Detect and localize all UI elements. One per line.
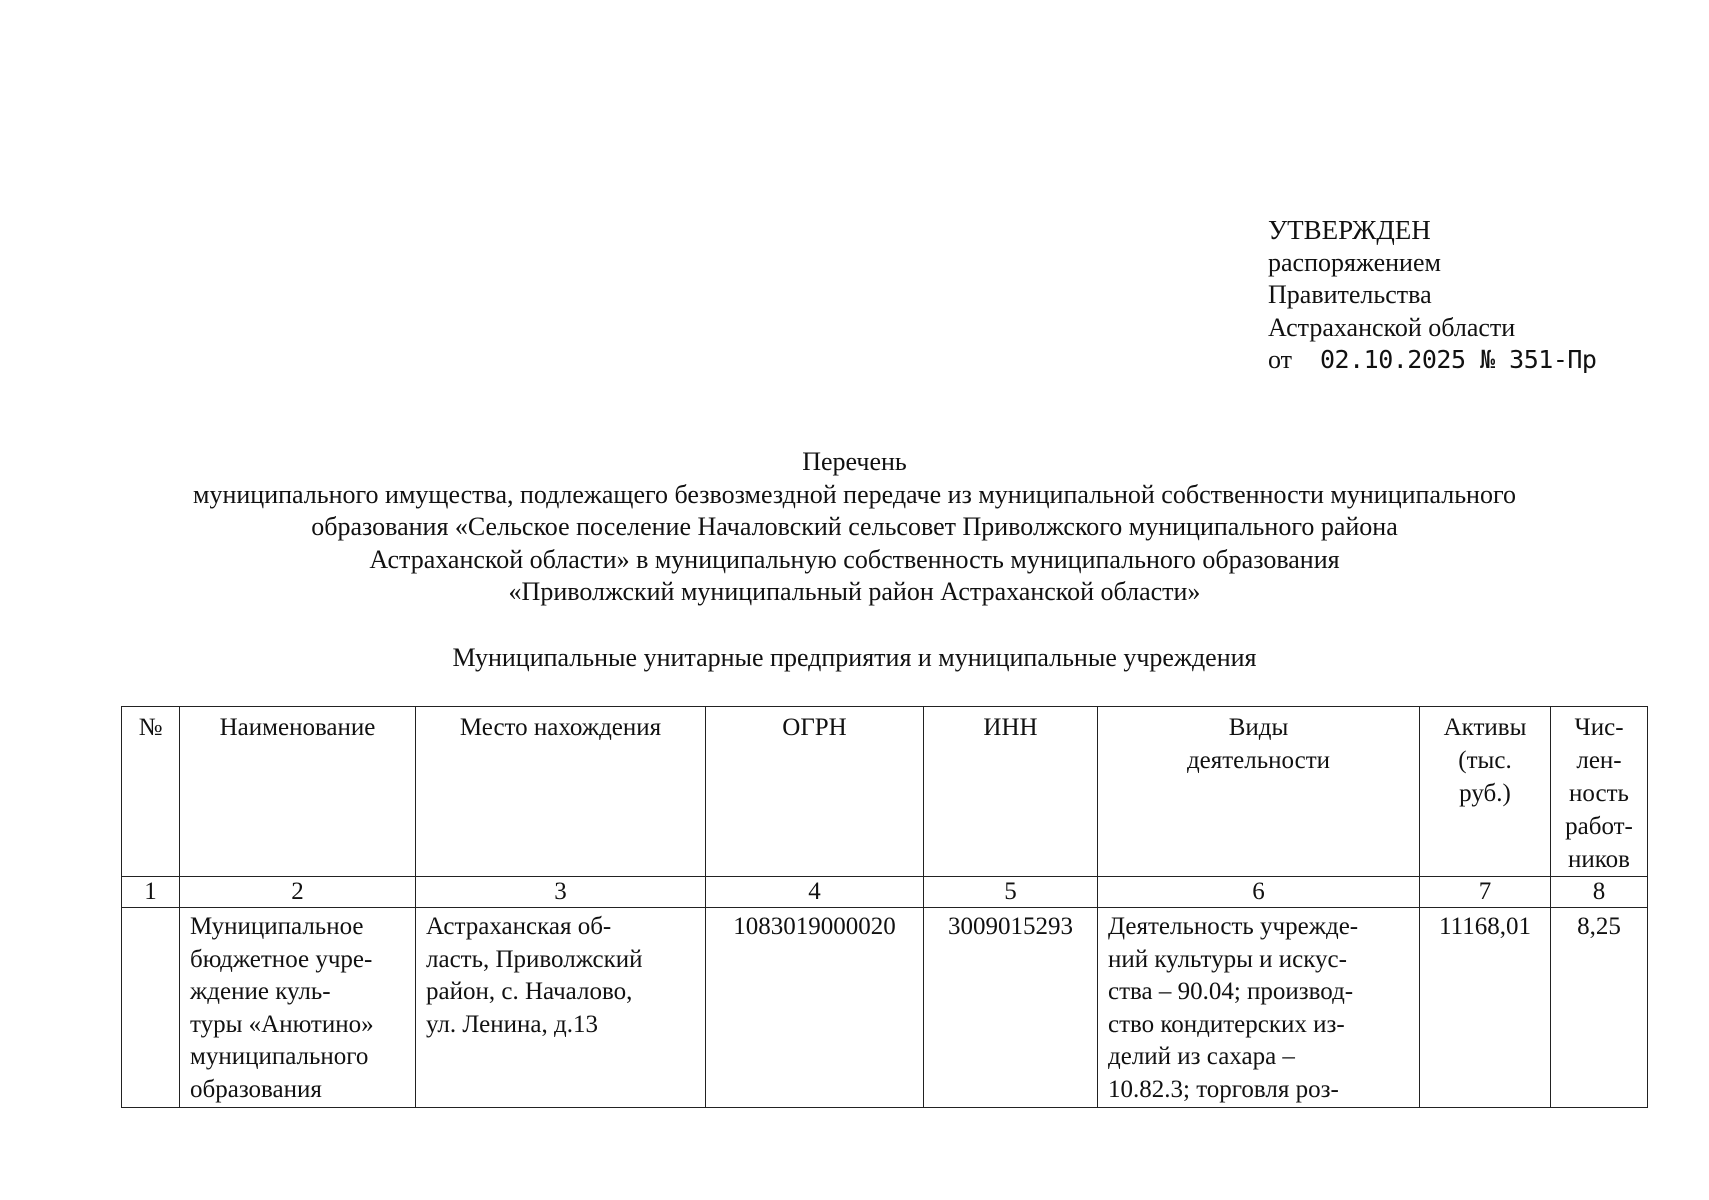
property-table [121, 706, 1648, 1108]
title-line: образования «Сельское поселение Началовский сельсовет Приволжского муниципального района [311, 512, 1398, 541]
cell-inn: 3009015293 [924, 908, 1098, 1108]
title-heading: Перечень [802, 447, 907, 476]
cell-line: ства – 90.04; производ- [1108, 978, 1354, 1005]
header-label: ИНН [983, 714, 1038, 741]
cell-number [122, 908, 180, 1108]
cell-line: ул. Ленина, д.13 [426, 1010, 598, 1038]
header-label: ников [1568, 846, 1630, 873]
header-label: работ- [1565, 813, 1633, 840]
header-cell [416, 707, 706, 877]
cell-line: бюджетное учре- [190, 945, 373, 973]
column-number: 8 [1551, 877, 1648, 908]
cell-name [180, 908, 416, 1108]
cell-line: ство кондитерских из- [1108, 1010, 1345, 1038]
approval-date-number: 02.10.2025 № 351-Пр [1320, 345, 1597, 374]
header-label: Чис- [1574, 714, 1624, 741]
header-cell [924, 707, 1098, 877]
column-number: 5 [924, 877, 1098, 908]
section-title: Муниципальные унитарные предприятия и муниципальные учреждения [452, 643, 1257, 672]
title-line: Астраханской области» в муниципальную собственность муниципального образования [369, 544, 1340, 574]
header-label: Место нахождения [459, 714, 662, 741]
cell-activities [1098, 908, 1420, 1108]
cell-line: район, с. Началово, [426, 978, 633, 1005]
column-number: 3 [416, 877, 706, 908]
document-title [0, 446, 1709, 609]
header-label: деятельности [1186, 747, 1331, 774]
column-number: 6 [1098, 877, 1420, 908]
header-label: лен- [1576, 747, 1622, 774]
header-label: Наименование [219, 714, 376, 741]
approval-date-line [1268, 344, 1596, 377]
header-cell [706, 707, 924, 877]
header-label: Активы [1443, 714, 1527, 741]
approval-line: Астраханской области [1268, 312, 1516, 342]
cell-line: ний культуры и искус- [1108, 945, 1347, 973]
cell-line: Деятельность учрежде- [1108, 913, 1359, 940]
table-header-row [122, 707, 1648, 877]
approval-status: УТВЕРЖДЕН [1268, 215, 1431, 245]
approval-line: Правительства [1268, 280, 1432, 309]
cell-line: 10.82.3; торговля роз- [1108, 1075, 1339, 1103]
header-label: (тыс. [1458, 747, 1512, 774]
cell-location [416, 908, 706, 1108]
header-cell [1551, 707, 1648, 877]
cell-line: Муниципальное [190, 913, 364, 940]
header-cell [122, 707, 180, 877]
column-number: 2 [180, 877, 416, 908]
header-label: ОГРН [782, 714, 847, 741]
header-label: № [138, 714, 163, 741]
header-cell [1098, 707, 1420, 877]
title-line: «Приволжский муниципальный район Астраханской области» [508, 577, 1201, 606]
header-label: Виды [1228, 714, 1289, 741]
approval-date-prefix: от [1268, 345, 1293, 374]
header-label: ность [1569, 780, 1629, 807]
approval-line: распоряжением [1268, 247, 1441, 277]
cell-line: ласть, Приволжский [426, 945, 643, 973]
column-number: 4 [706, 877, 924, 908]
header-cell [180, 707, 416, 877]
header-cell [1420, 707, 1551, 877]
cell-assets: 11168,01 [1420, 908, 1551, 1108]
cell-line: муниципального [190, 1043, 369, 1070]
cell-line: образования [190, 1075, 322, 1103]
header-label: руб.) [1459, 780, 1511, 807]
column-number: 7 [1420, 877, 1551, 908]
column-number-row [122, 877, 1648, 908]
cell-employees: 8,25 [1551, 908, 1648, 1108]
column-number: 1 [122, 877, 180, 908]
cell-ogrn: 1083019000020 [706, 908, 924, 1108]
cell-line: ждение куль- [190, 978, 331, 1005]
cell-line: Астраханская об- [426, 913, 612, 940]
title-line: муниципального имущества, подлежащего безвозмездной передаче из муниципальной собственности муниципального [193, 479, 1516, 509]
cell-line: делий из сахара – [1108, 1043, 1295, 1070]
cell-line: туры «Анютино» [190, 1010, 374, 1038]
table-row [122, 908, 1648, 1108]
approval-block [1268, 214, 1596, 377]
